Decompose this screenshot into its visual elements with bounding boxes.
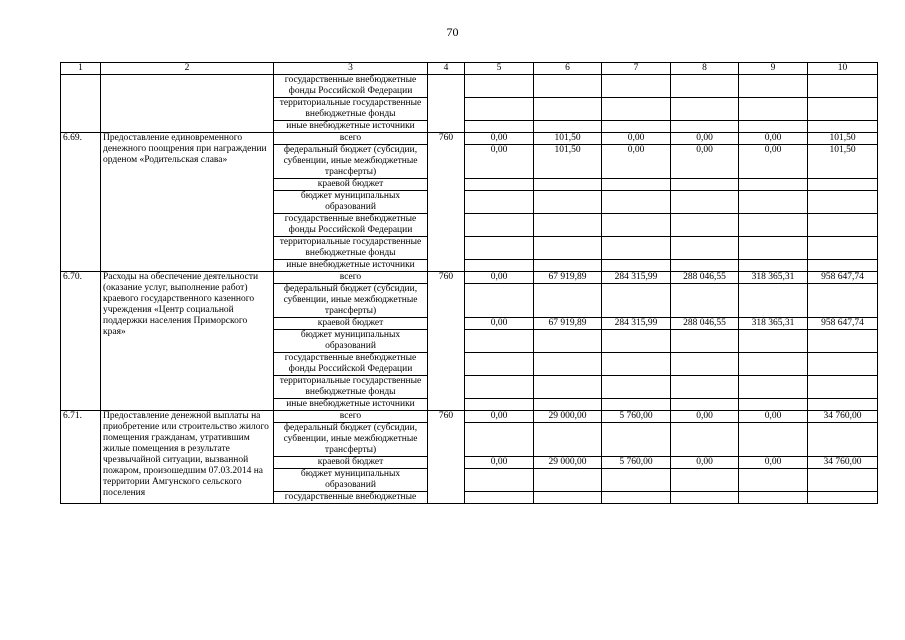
funding-source-cell: государственные внебюджетные фонды Российской Федерации (274, 214, 428, 237)
value-cell (534, 121, 602, 133)
header-cell: 10 (808, 63, 878, 75)
value-cell (465, 121, 534, 133)
value-cell: 318 365,31 (739, 272, 808, 284)
code-cell: 760 (428, 133, 465, 272)
value-cell (808, 330, 878, 353)
value-cell (808, 423, 878, 457)
value-cell (671, 492, 739, 504)
value-cell (739, 423, 808, 457)
value-cell (534, 492, 602, 504)
value-cell (465, 284, 534, 318)
funding-source-cell: иные внебюджетные источники (274, 399, 428, 411)
funding-source-cell: бюджет муниципальных образований (274, 469, 428, 492)
value-cell (739, 179, 808, 191)
value-cell: 29 000,00 (534, 457, 602, 469)
item-name-cell (101, 75, 274, 133)
value-cell: 0,00 (465, 457, 534, 469)
value-cell (671, 214, 739, 237)
value-cell (808, 399, 878, 411)
funding-source-cell: федеральный бюджет (субсидии, субвенции, иные межбюджетные трансферты) (274, 145, 428, 179)
header-row (61, 63, 878, 75)
value-cell: 284 315,99 (602, 318, 671, 330)
funding-source-cell: бюджет муниципальных образований (274, 330, 428, 353)
header-cell: 1 (61, 63, 101, 75)
value-cell: 0,00 (465, 318, 534, 330)
value-cell: 29 000,00 (534, 411, 602, 423)
value-cell: 958 647,74 (808, 272, 878, 284)
value-cell: 101,50 (534, 133, 602, 145)
value-cell: 101,50 (534, 145, 602, 179)
item-name-cell: Расходы на обеспечение деятельности (оказание услуг, выполнение работ) краевого государственного казенного учреждения «Центр социальной поддержки населения Приморского края» (101, 272, 274, 411)
value-cell (739, 237, 808, 260)
funding-source-cell: краевой бюджет (274, 457, 428, 469)
value-cell (739, 330, 808, 353)
page-number: 70 (446, 25, 459, 39)
value-cell (739, 191, 808, 214)
value-cell (465, 191, 534, 214)
value-cell (739, 260, 808, 272)
value-cell (808, 492, 878, 504)
value-cell: 0,00 (671, 145, 739, 179)
value-cell (534, 98, 602, 121)
value-cell: 288 046,55 (671, 272, 739, 284)
value-cell (808, 121, 878, 133)
value-cell: 0,00 (465, 272, 534, 284)
value-cell: 0,00 (671, 457, 739, 469)
value-cell (671, 191, 739, 214)
value-cell (671, 376, 739, 399)
value-cell (808, 237, 878, 260)
value-cell (602, 214, 671, 237)
value-cell: 67 919,89 (534, 272, 602, 284)
funding-source-cell: территориальные государственные внебюджетные фонды (274, 237, 428, 260)
value-cell: 288 046,55 (671, 318, 739, 330)
value-cell (602, 237, 671, 260)
value-cell: 101,50 (808, 145, 878, 179)
header-cell: 3 (274, 63, 428, 75)
funding-source-cell: государственные внебюджетные фонды Российской Федерации (274, 353, 428, 376)
value-cell (671, 179, 739, 191)
value-cell (465, 399, 534, 411)
code-cell: 760 (428, 272, 465, 411)
value-cell (602, 423, 671, 457)
value-cell (534, 353, 602, 376)
value-cell (739, 98, 808, 121)
table-row (61, 272, 878, 284)
value-cell (739, 284, 808, 318)
funding-source-cell: всего (274, 411, 428, 423)
header-cell: 4 (428, 63, 465, 75)
value-cell (808, 353, 878, 376)
funding-source-cell: федеральный бюджет (субсидии, субвенции, иные межбюджетные трансферты) (274, 284, 428, 318)
value-cell (602, 469, 671, 492)
value-cell (671, 75, 739, 98)
value-cell: 34 760,00 (808, 457, 878, 469)
value-cell (534, 179, 602, 191)
table-row (61, 133, 878, 145)
value-cell: 0,00 (465, 145, 534, 179)
value-cell (671, 98, 739, 121)
funding-source-cell: краевой бюджет (274, 179, 428, 191)
value-cell: 0,00 (739, 411, 808, 423)
item-number-cell: 6.70. (61, 272, 101, 411)
value-cell (534, 330, 602, 353)
value-cell: 0,00 (739, 133, 808, 145)
value-cell (534, 260, 602, 272)
value-cell (465, 353, 534, 376)
value-cell (671, 260, 739, 272)
item-number-cell (61, 75, 101, 133)
value-cell (602, 121, 671, 133)
value-cell (465, 376, 534, 399)
header-cell: 7 (602, 63, 671, 75)
value-cell (671, 423, 739, 457)
code-cell (428, 75, 465, 133)
value-cell (671, 284, 739, 318)
value-cell (602, 284, 671, 318)
value-cell (534, 191, 602, 214)
value-cell (534, 237, 602, 260)
value-cell (808, 376, 878, 399)
value-cell (671, 469, 739, 492)
value-cell (534, 214, 602, 237)
value-cell (602, 179, 671, 191)
value-cell (739, 121, 808, 133)
value-cell (739, 75, 808, 98)
funding-source-cell: иные внебюджетные источники (274, 260, 428, 272)
header-cell: 2 (101, 63, 274, 75)
value-cell (671, 121, 739, 133)
value-cell (602, 399, 671, 411)
value-cell (808, 98, 878, 121)
value-cell (465, 260, 534, 272)
value-cell (739, 469, 808, 492)
value-cell: 0,00 (671, 411, 739, 423)
value-cell (671, 237, 739, 260)
funding-source-cell: бюджет муниципальных образований (274, 191, 428, 214)
budget-table (60, 62, 878, 504)
value-cell (465, 492, 534, 504)
table-row (61, 411, 878, 423)
funding-source-cell: иные внебюджетные источники (274, 121, 428, 133)
value-cell: 318 365,31 (739, 318, 808, 330)
header-cell: 5 (465, 63, 534, 75)
value-cell: 0,00 (739, 457, 808, 469)
value-cell (465, 469, 534, 492)
value-cell (465, 75, 534, 98)
value-cell (465, 423, 534, 457)
value-cell (602, 376, 671, 399)
item-name-cell: Предоставление единовременного денежного поощрения при награждении орденом «Родительская слава» (101, 133, 274, 272)
funding-source-cell: территориальные государственные внебюджетные фонды (274, 98, 428, 121)
value-cell (808, 75, 878, 98)
value-cell (465, 179, 534, 191)
value-cell (739, 376, 808, 399)
value-cell (739, 214, 808, 237)
value-cell (671, 399, 739, 411)
funding-source-cell: краевой бюджет (274, 318, 428, 330)
value-cell (808, 214, 878, 237)
value-cell (602, 330, 671, 353)
value-cell (534, 399, 602, 411)
value-cell (465, 237, 534, 260)
value-cell (808, 284, 878, 318)
value-cell (739, 492, 808, 504)
value-cell: 0,00 (465, 411, 534, 423)
header-cell: 6 (534, 63, 602, 75)
value-cell (808, 179, 878, 191)
value-cell (602, 75, 671, 98)
value-cell: 0,00 (739, 145, 808, 179)
value-cell (534, 75, 602, 98)
value-cell (534, 284, 602, 318)
funding-source-cell: государственные внебюджетные фонды Российской Федерации (274, 75, 428, 98)
table-row (61, 75, 878, 98)
header-cell: 9 (739, 63, 808, 75)
value-cell (534, 376, 602, 399)
value-cell: 5 760,00 (602, 457, 671, 469)
value-cell (465, 214, 534, 237)
value-cell (602, 260, 671, 272)
funding-source-cell: всего (274, 272, 428, 284)
funding-source-cell: государственные внебюджетные (274, 492, 428, 504)
funding-source-cell: территориальные государственные внебюджетные фонды (274, 376, 428, 399)
funding-source-cell: федеральный бюджет (субсидии, субвенции, иные межбюджетные трансферты) (274, 423, 428, 457)
value-cell (739, 353, 808, 376)
value-cell: 5 760,00 (602, 411, 671, 423)
item-number-cell: 6.69. (61, 133, 101, 272)
funding-source-cell: всего (274, 133, 428, 145)
value-cell: 0,00 (671, 133, 739, 145)
value-cell: 284 315,99 (602, 272, 671, 284)
value-cell (671, 353, 739, 376)
value-cell (602, 191, 671, 214)
value-cell: 67 919,89 (534, 318, 602, 330)
value-cell: 0,00 (602, 145, 671, 179)
value-cell (534, 469, 602, 492)
value-cell (808, 469, 878, 492)
header-cell: 8 (671, 63, 739, 75)
item-name-cell: Предоставление денежной выплаты на приобретение или строительство жилого помещения гражданам, утратившим жилые помещения в результате чрезвычайной ситуации, вызванной пожаром, произошедшим 07.03.2014 на территории Амгунского сельского поселения (101, 411, 274, 504)
value-cell (808, 260, 878, 272)
value-cell (465, 330, 534, 353)
value-cell (808, 191, 878, 214)
item-number-cell: 6.71. (61, 411, 101, 504)
value-cell (465, 98, 534, 121)
value-cell (739, 399, 808, 411)
value-cell (602, 98, 671, 121)
value-cell (602, 353, 671, 376)
value-cell: 34 760,00 (808, 411, 878, 423)
value-cell (534, 423, 602, 457)
value-cell: 958 647,74 (808, 318, 878, 330)
code-cell: 760 (428, 411, 465, 504)
value-cell (602, 492, 671, 504)
value-cell (671, 330, 739, 353)
value-cell: 0,00 (602, 133, 671, 145)
value-cell: 0,00 (465, 133, 534, 145)
value-cell: 101,50 (808, 133, 878, 145)
